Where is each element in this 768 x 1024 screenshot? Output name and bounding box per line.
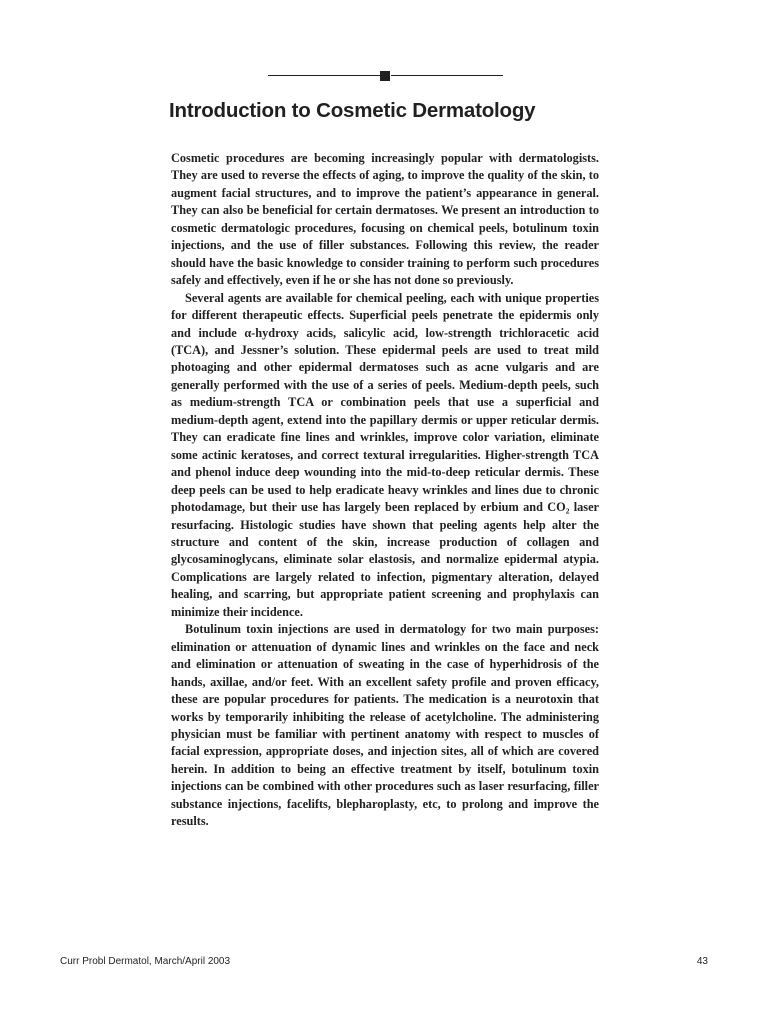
- ornament-square: [380, 71, 390, 81]
- page-number: 43: [696, 956, 708, 967]
- article-body: [171, 150, 599, 831]
- paragraph-chemical-peels: Several agents are available for chemical peeling, each with unique properties for different therapeutic effects. Superficial peels penetrate the epidermis only and include α-hydroxy acids, salicylic acid, low-strength trichloracetic acid (TCA), and Jessner’s solution. These epidermal peels are used to treat mild photoaging and other epidermal dermatoses such as acne vulgaris and are generally performed with the use of a series of peels. Medium-depth peels, such as medium-strength TCA or combination peels that use a superficial and medium-depth agent, extend into the papillary dermis or upper reticular dermis. They can eradicate fine lines and wrinkles, improve color variation, eliminate some actinic keratoses, and correct textural irregularities. Higher-strength TCA and phenol induce deep wounding into the mid-to-deep reticular dermis. These deep peels can be used to help eradicate heavy wrinkles and lines due to chronic photodamage, but their use has largely been replaced by erbium and CO₂ laser resurfacing. Histologic studies have shown that peeling agents help alter the structure and content of the skin, increase production of collagen and glycosaminoglycans, eliminate solar elastosis, and normalize epidermal atypia. Complications are largely related to infection, pigmentary alteration, delayed healing, and scarring, but appropriate patient screening and prophylaxis can minimize their incidence.: [171, 290, 599, 619]
- paragraph-intro: Cosmetic procedures are becoming increasingly popular with dermatologists. They are used to reverse the effects of aging, to improve the quality of the skin, to augment facial structures, and to improve the patient’s appearance in general. They can also be beneficial for certain dermatoses. We present an introduction to cosmetic dermatologic procedures, focusing on chemical peels, botulinum toxin injections, and the use of filler substances. Following this review, the reader should have the basic knowledge to consider training to perform such procedures safely and effectively, even if he or she has not done so previously.: [171, 151, 599, 288]
- ornament-rule-right: [391, 75, 503, 76]
- ornament-rule-left: [268, 75, 380, 76]
- article-title: Introduction to Cosmetic Dermatology: [169, 99, 536, 122]
- journal-citation: Curr Probl Dermatol, March/April 2003: [60, 956, 231, 967]
- paragraph-botulinum-toxin: Botulinum toxin injections are used in dermatology for two main purposes: elimination or attenuation of dynamic lines and wrinkles on the face and neck and elimination or attenuation of sweating in the case of hyperhidrosis of the hands, axillae, and/or feet. With an excellent safety profile and proven efficacy, these are popular procedures for patients. The medication is a neurotoxin that works by temporarily inhibiting the release of acetylcholine. The administering physician must be familiar with pertinent anatomy with respect to muscles of facial expression, appropriate doses, and injection sites, all of which are covered herein. In addition to being an effective treatment by itself, botulinum toxin injections can be combined with other procedures such as laser resurfacing, filler substance injections, facelifts, blepharoplasty, etc, to prolong and improve the results.: [171, 622, 599, 829]
- title-ornament: [268, 70, 503, 82]
